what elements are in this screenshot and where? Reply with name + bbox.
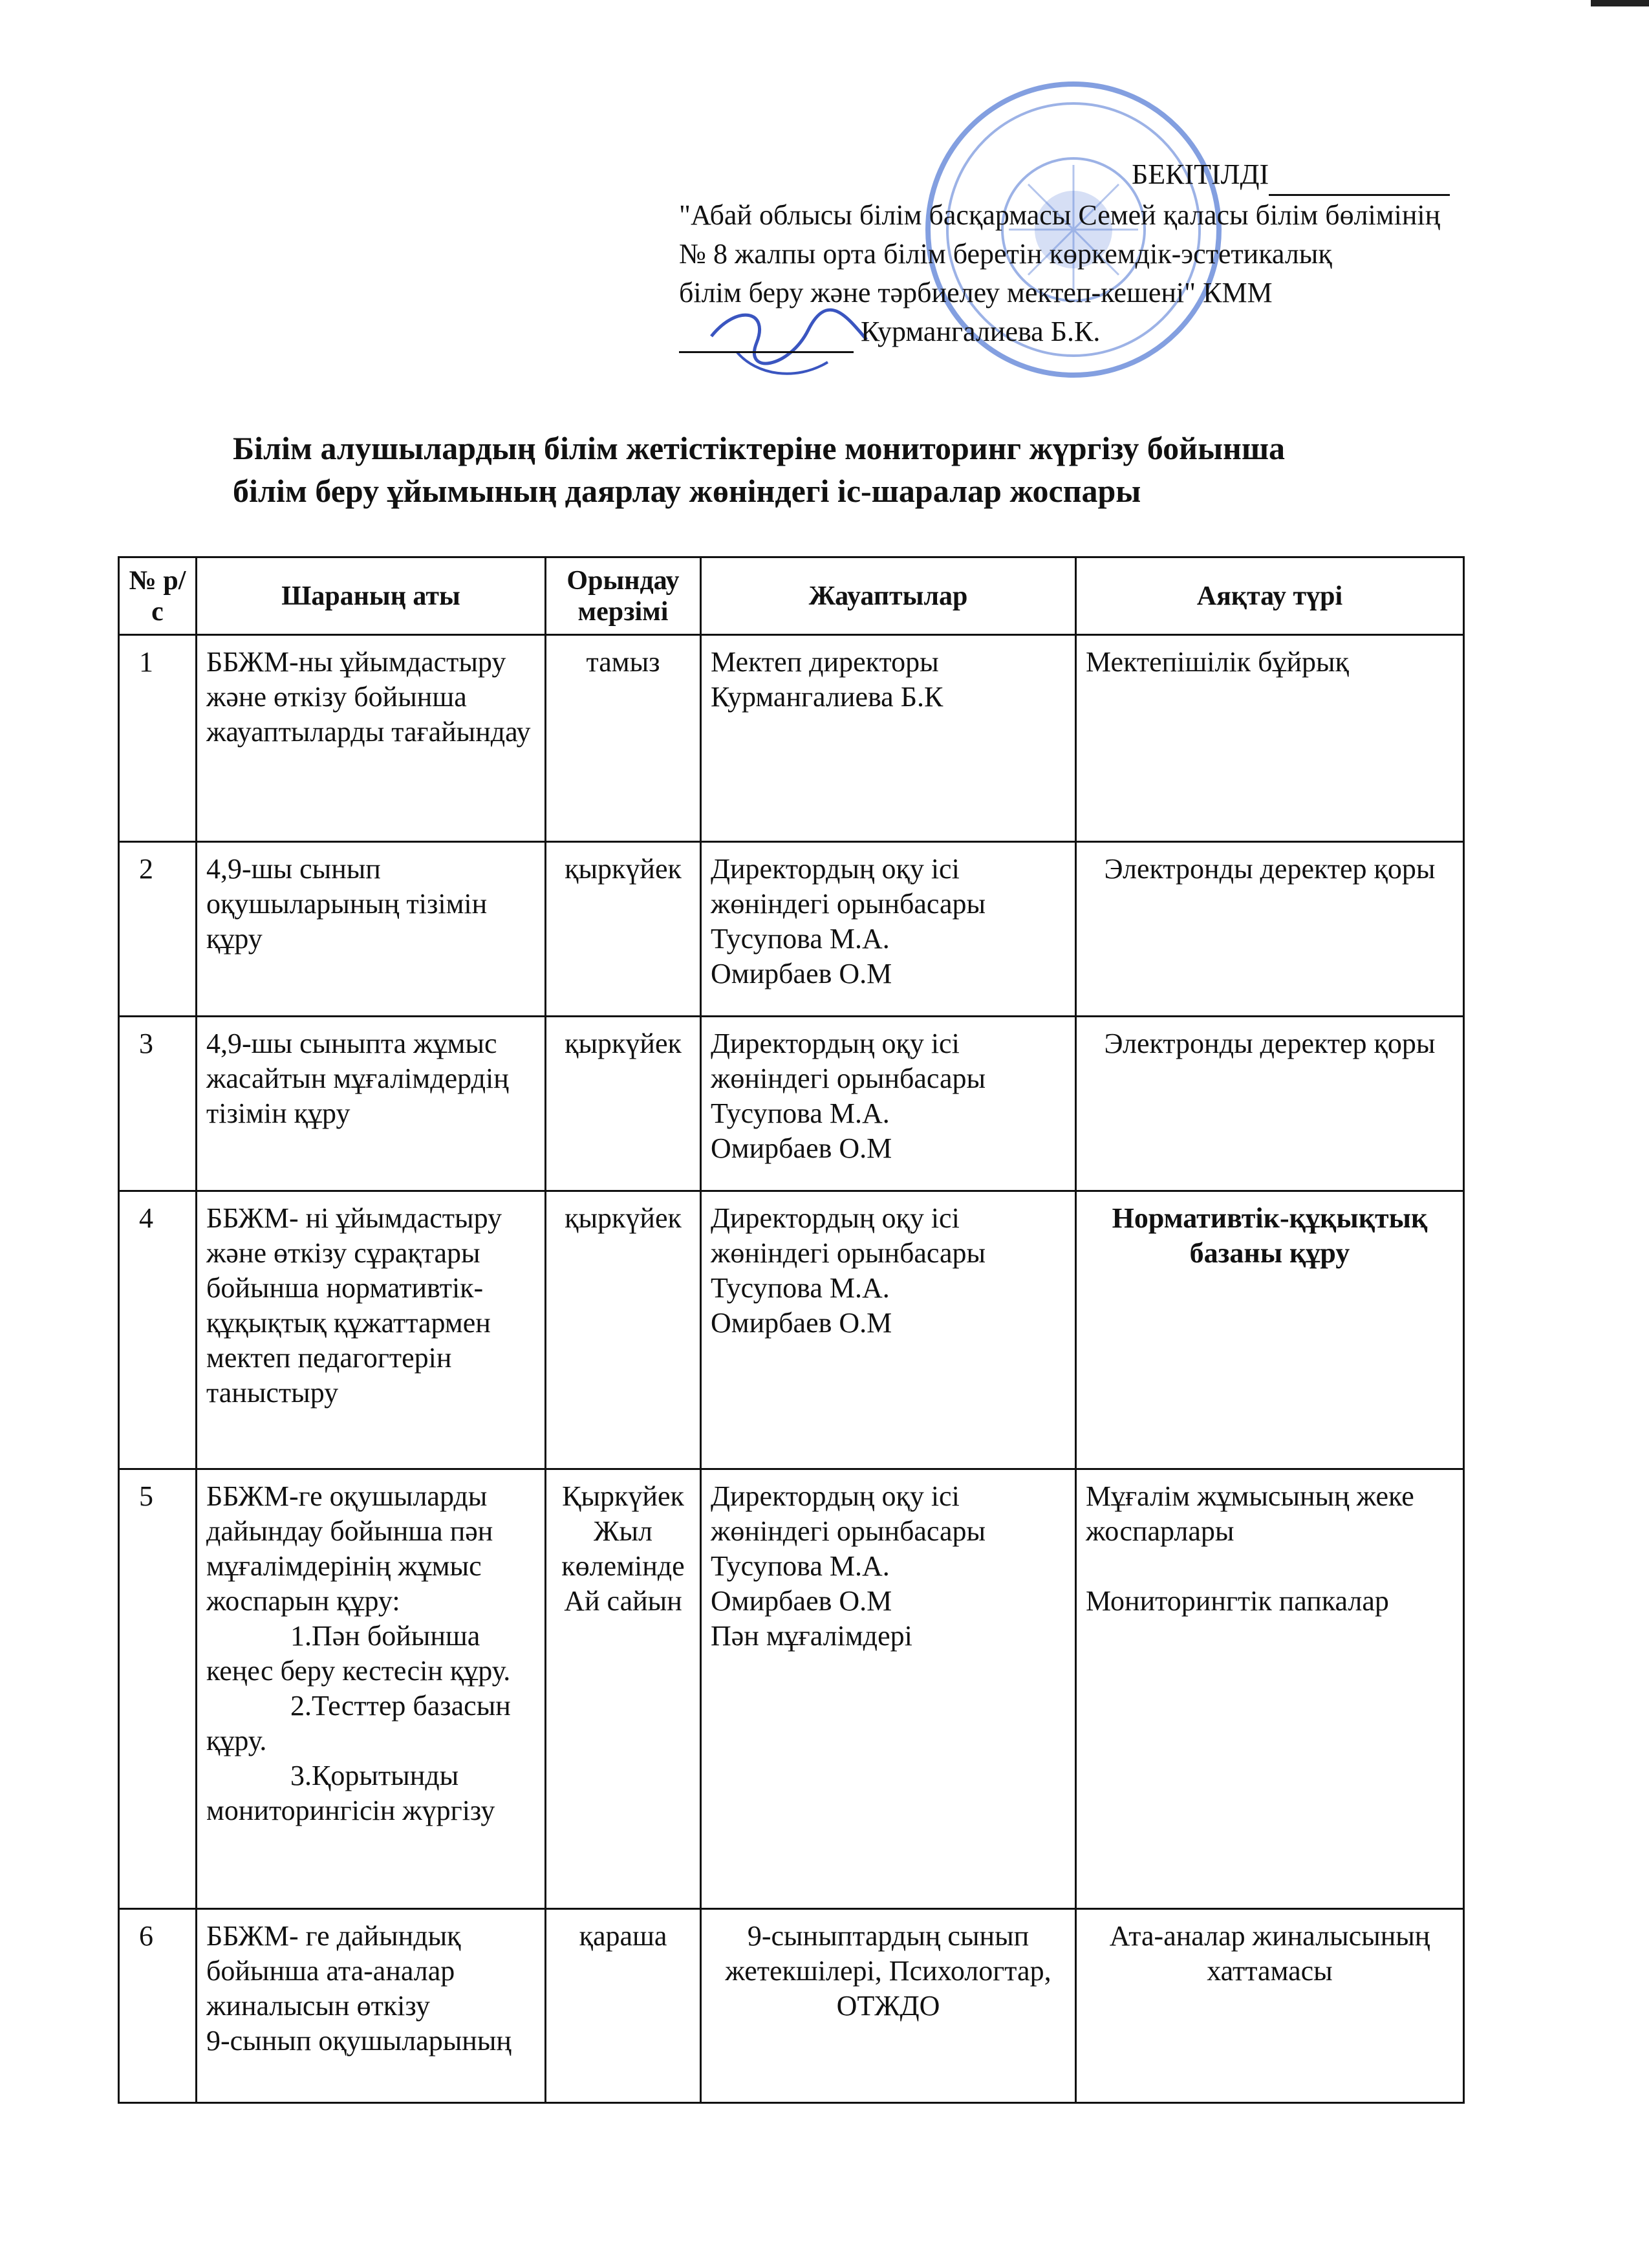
term: қыркүйек xyxy=(546,1191,701,1469)
responsible: 9-сыныптардың сынып жетекшілері, Психологтар, ОТЖДО xyxy=(701,1909,1076,2103)
header-number: № р/с xyxy=(119,557,197,635)
row-number: 3 xyxy=(119,1017,197,1191)
responsible: Мектеп директоры Курмангалиева Б.К xyxy=(701,635,1076,842)
row-number: 1 xyxy=(119,635,197,842)
event-name: 4,9-шы сынып оқушыларының тізімін құру xyxy=(197,842,546,1017)
approval-block xyxy=(679,155,1584,353)
row-number: 6 xyxy=(119,1909,197,2103)
result-form: Мектепішілік бұйрық xyxy=(1076,635,1464,842)
table-row xyxy=(119,1469,1464,1909)
table-row xyxy=(119,635,1464,842)
term: қыркүйек xyxy=(546,842,701,1017)
table-row xyxy=(119,1909,1464,2103)
signer-row xyxy=(679,312,1584,353)
plan-item-2-cont: құру. xyxy=(206,1725,267,1756)
approval-signature-line xyxy=(1269,155,1450,196)
term: қыркүйек xyxy=(546,1017,701,1191)
event-name: ББЖМ- ге дайындық бойынша ата-аналар жиналысын өткізу 9-сынып оқушыларының xyxy=(197,1909,546,2103)
plan-item-1-cont: кеңес беру кестесін құру. xyxy=(206,1655,511,1687)
title-line-1: Білім алушылардың білім жетістіктеріне мониторинг жүргізу бойынша xyxy=(233,430,1286,466)
result-form: Нормативтік-құқықтық базаны құру xyxy=(1076,1191,1464,1469)
table-header-row xyxy=(119,557,1464,635)
plan-item-1: 1.Пән бойынша xyxy=(290,1620,480,1652)
result-form: Электронды деректер қоры xyxy=(1076,1017,1464,1191)
term: қараша xyxy=(546,1909,701,2103)
table-row xyxy=(119,1191,1464,1469)
signer-name: Курмангалиева Б.К. xyxy=(861,316,1101,347)
org-line-1: "Абай облысы білім басқармасы Семей қаласы білім бөлімінің xyxy=(679,199,1441,231)
plan-table xyxy=(118,556,1465,2104)
responsible: Директордың оқу ісі жөніндегі орынбасары Тусупова М.А. Омирбаев О.М xyxy=(701,1017,1076,1191)
approval-header xyxy=(679,155,1584,196)
plan-item-3: 3.Қорытынды xyxy=(290,1760,459,1791)
result-form: Ата-аналар жиналысының хаттамасы xyxy=(1076,1909,1464,2103)
plan-item-2: 2.Тесттер базасын xyxy=(290,1690,511,1722)
signer-signature-line xyxy=(679,312,854,353)
event-name: 4,9-шы сыныпта жұмыс жасайтын мұғалімдердің тізімін құру xyxy=(197,1017,546,1191)
approved-label: БЕКІТІЛДІ xyxy=(1132,158,1269,190)
row-number: 2 xyxy=(119,842,197,1017)
org-line-2: № 8 жалпы орта білім беретін көркемдік-эстетикалық xyxy=(679,238,1332,270)
responsible: Директордың оқу ісі жөніндегі орынбасары Тусупова М.А. Омирбаев О.М Пән мұғалімдері xyxy=(701,1469,1076,1909)
responsible: Директордың оқу ісі жөніндегі орынбасары Тусупова М.А. Омирбаев О.М xyxy=(701,1191,1076,1469)
event-name-intro: ББЖМ-ге оқушыларды дайындау бойынша пән мұғалімдерінің жұмыс жоспарын құру: xyxy=(206,1480,493,1617)
event-name: ББЖМ-ны ұйымдастыру және өткізу бойынша жауаптыларды тағайындау xyxy=(197,635,546,842)
plan-item-3-cont: мониторингісін жүргізу xyxy=(206,1795,495,1826)
term: тамыз xyxy=(546,635,701,842)
title-line-2: білім беру ұйымының даярлау жөніндегі іс-шаралар жоспары xyxy=(233,473,1141,509)
row-number: 5 xyxy=(119,1469,197,1909)
table-row xyxy=(119,1017,1464,1191)
header-term: Орындау мерзімі xyxy=(546,557,701,635)
row-number: 4 xyxy=(119,1191,197,1469)
header-result: Аяқтау түрі xyxy=(1076,557,1464,635)
table-row xyxy=(119,842,1464,1017)
header-responsible: Жауаптылар xyxy=(701,557,1076,635)
event-name xyxy=(197,1469,546,1909)
org-line-3: білім беру және тәрбиелеу мектеп-кешені" КММ xyxy=(679,277,1273,308)
header-event-name: Шараның аты xyxy=(197,557,546,635)
responsible: Директордың оқу ісі жөніндегі орынбасары Тусупова М.А. Омирбаев О.М xyxy=(701,842,1076,1017)
event-name: ББЖМ- ні ұйымдастыру және өткізу сұрақтары бойынша нормативтік-құқықтық құжаттармен мектеп педагогтерін таныстыру xyxy=(197,1191,546,1469)
result-form: Электронды деректер қоры xyxy=(1076,842,1464,1017)
scan-edge-mark xyxy=(1591,0,1649,6)
result-form: Мұғалім жұмысының жеке жоспарлары Мониторингтік папкалар xyxy=(1076,1469,1464,1909)
document-title xyxy=(233,427,1461,512)
term: Қыркүйек Жыл көлемінде Ай сайын xyxy=(546,1469,701,1909)
